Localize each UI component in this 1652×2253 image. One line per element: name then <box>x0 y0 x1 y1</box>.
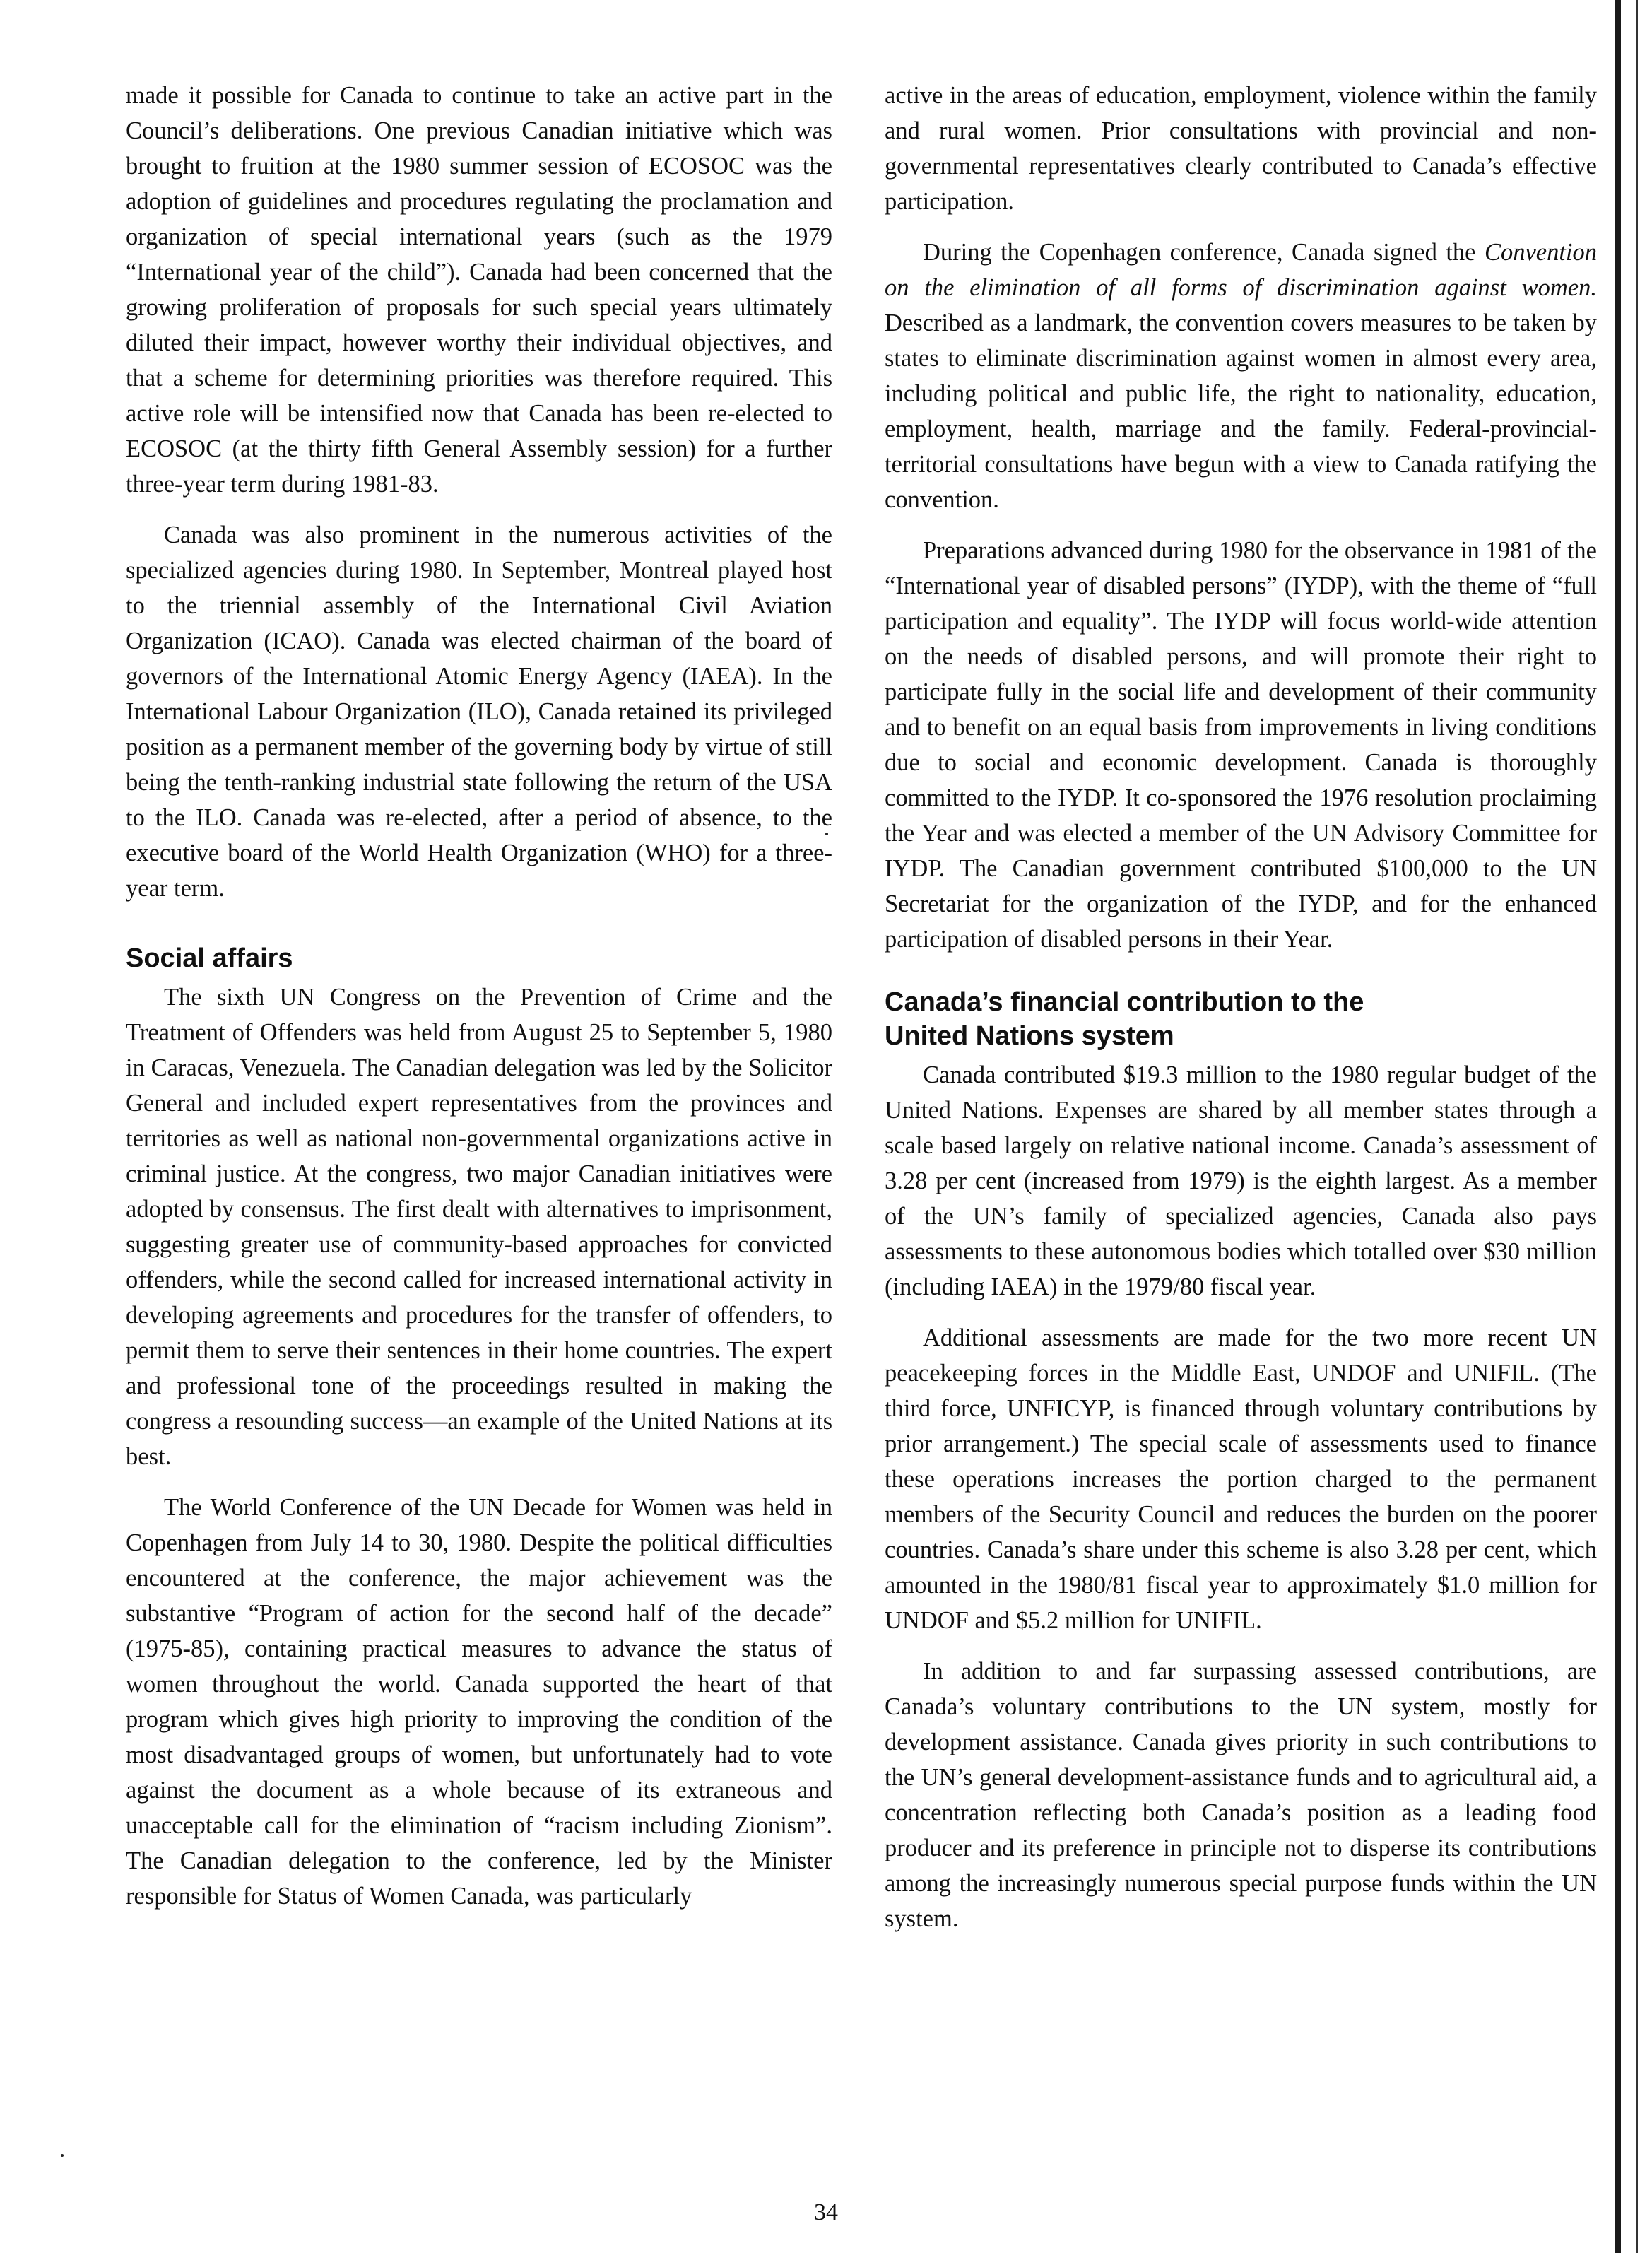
paragraph: The World Conference of the UN Decade for Women was held in Copenhagen from July 14 to 30, 1980. Despite the political difficulties encountered at the conference, the major achievement was the substantive “Program of action for the second half of the decade” (1975-85), containing practical measures to advance the status of women throughout the world. Canada supported the heart of that program which gives high priority to improving the condition of the most disadvantaged groups of women, but unfortunately had to vote against the document as a whole because of its extraneous and unacceptable call for the elimination of “racism including Zionism”. The Canadian delegation to the conference, led by the Minister responsible for Status of Women Canada, was particularly <box>126 1494 832 1910</box>
paragraph: Additional assessments are made for the two more recent UN peacekeeping forces in the Middle East, UNDOF and UNIFIL. (The third force, UNFICYP, is financed through voluntary contributions by prior arrangement.) The special scale of assessments used to finance these operations increases the portion charged to the permanent members of the Security Council and reduces the burden on the poorer countries. Canada’s share under this scheme is also 3.28 per cent, which amounted in the 1980/81 fiscal year to approximately $1.0 million for UNDOF and $5.2 million for UNIFIL. <box>885 1324 1597 1634</box>
text-run: Described as a landmark, the convention covers measures to be taken by states to eliminate discrimination against women in almost every area, including political and public life, the right to nationality, education, employment, health, marriage and the family. Federal-provincial-territorial consultations have begun with a view to Canada ratifying the convention. <box>885 310 1597 513</box>
section-heading-financial-contribution <box>885 985 1597 1053</box>
page-edge-rule <box>1615 0 1621 2253</box>
heading-line: Canada’s financial contribution to the <box>885 987 1364 1017</box>
paragraph: active in the areas of education, employment, violence within the family and rural women. Prior consultations with provincial and non-governmental representatives clearly contributed to Canada’s effective participation. <box>885 82 1597 215</box>
paragraph: Canada contributed $19.3 million to the 1980 regular budget of the United Nations. Expenses are shared by all member states through a scale based largely on relative national income. Canada’s assessment of 3.28 per cent (increased from 1979) is the eighth largest. As a member of the UN’s family of specialized agencies, Canada also pays assessments to these autonomous bodies which totalled over $30 million (including IAEA) in the 1979/80 fiscal year. <box>885 1061 1597 1300</box>
section-heading-social-affairs: Social affairs <box>126 943 293 973</box>
text-run: During the Copenhagen conference, Canada signed the <box>923 239 1485 266</box>
paragraph: made it possible for Canada to continue to take an active part in the Council’s deliberations. One previous Canadian initiative which was brought to fruition at the 1980 summer session of ECOSOC was the adoption of guidelines and procedures regulating the proclamation and organization of special international years (such as the 1979 “International year of the child”). Canada had been concerned that the growing proliferation of proposals for such special years ultimately diluted their impact, however worthy their individual objectives, and that a scheme for determining priorities was therefore required. This active role will be intensified now that Canada has been re-elected to ECOSOC (at the thirty fifth General Assembly session) for a further three-year term during 1981-83. <box>126 82 832 498</box>
right-column <box>885 78 1597 1952</box>
paragraph: In addition to and far surpassing assessed contributions, are Canada’s voluntary contributions to the UN system, mostly for development assistance. Canada gives priority in such contributions to the UN’s general development-assistance funds and to agricultural aid, a concentration reflecting both Canada’s position as a leading food producer and its preference in principle not to disperse its contributions among the increasingly numerous special purpose funds within the UN system. <box>885 1658 1597 1932</box>
convention-title: Convention on the elimination of all forms of discrimination against women. <box>885 239 1597 301</box>
paragraph: Preparations advanced during 1980 for the observance in 1981 of the “International year of disabled persons” (IYDP), with the theme of “full participation and equality”. The IYDP will focus world-wide attention on the needs of disabled persons, and will promote their right to participate fully in the social life and development of their community and to benefit on an equal basis from improvements in living conditions due to social and economic development. Canada is thoroughly committed to the IYDP. It co-sponsored the 1976 resolution proclaiming the Year and was elected a member of the UN Advisory Committee for IYDP. The Canadian government contributed $100,000 to the UN Secretariat for the organization of the IYDP, and for the enhanced participation of disabled persons in their Year. <box>885 537 1597 953</box>
paragraph: The sixth UN Congress on the Prevention of Crime and the Treatment of Offenders was held from August 25 to September 5, 1980 in Caracas, Venezuela. The Canadian delegation was led by the Solicitor General and included expert representatives from the provinces and territories as well as national non-governmental organizations active in criminal justice. At the congress, two major Canadian initiatives were adopted by consensus. The first dealt with alternatives to imprisonment, suggesting greater use of community-based approaches for convicted offenders, while the second called for increased international activity in developing agreements and procedures for the transfer of offenders, to permit them to serve their sentences in their home countries. The expert and professional tone of the proceedings resulted in making the congress a resounding success—an example of the United Nations at its best. <box>126 984 832 1470</box>
page-edge-rule-thin <box>1636 0 1638 2253</box>
paragraph <box>885 235 1597 517</box>
page-number: 34 <box>814 2199 838 2225</box>
heading-line: United Nations system <box>885 1021 1174 1051</box>
left-column <box>126 78 832 1929</box>
scan-speck <box>61 2154 64 2157</box>
paragraph: Canada was also prominent in the numerous activities of the specialized agencies during 1980. In September, Montreal played host to the triennial assembly of the International Civil Aviation Organization (ICAO). Canada was elected chairman of the board of governors of the International Atomic Energy Agency (IAEA). In the International Labour Organization (ILO), Canada retained its privileged position as a permanent member of the governing body by virtue of still being the tenth-ranking industrial state following the return of the USA to the ILO. Canada was re-elected, after a period of absence, to the executive board of the World Health Organization (WHO) for a three-year term. <box>126 522 832 902</box>
